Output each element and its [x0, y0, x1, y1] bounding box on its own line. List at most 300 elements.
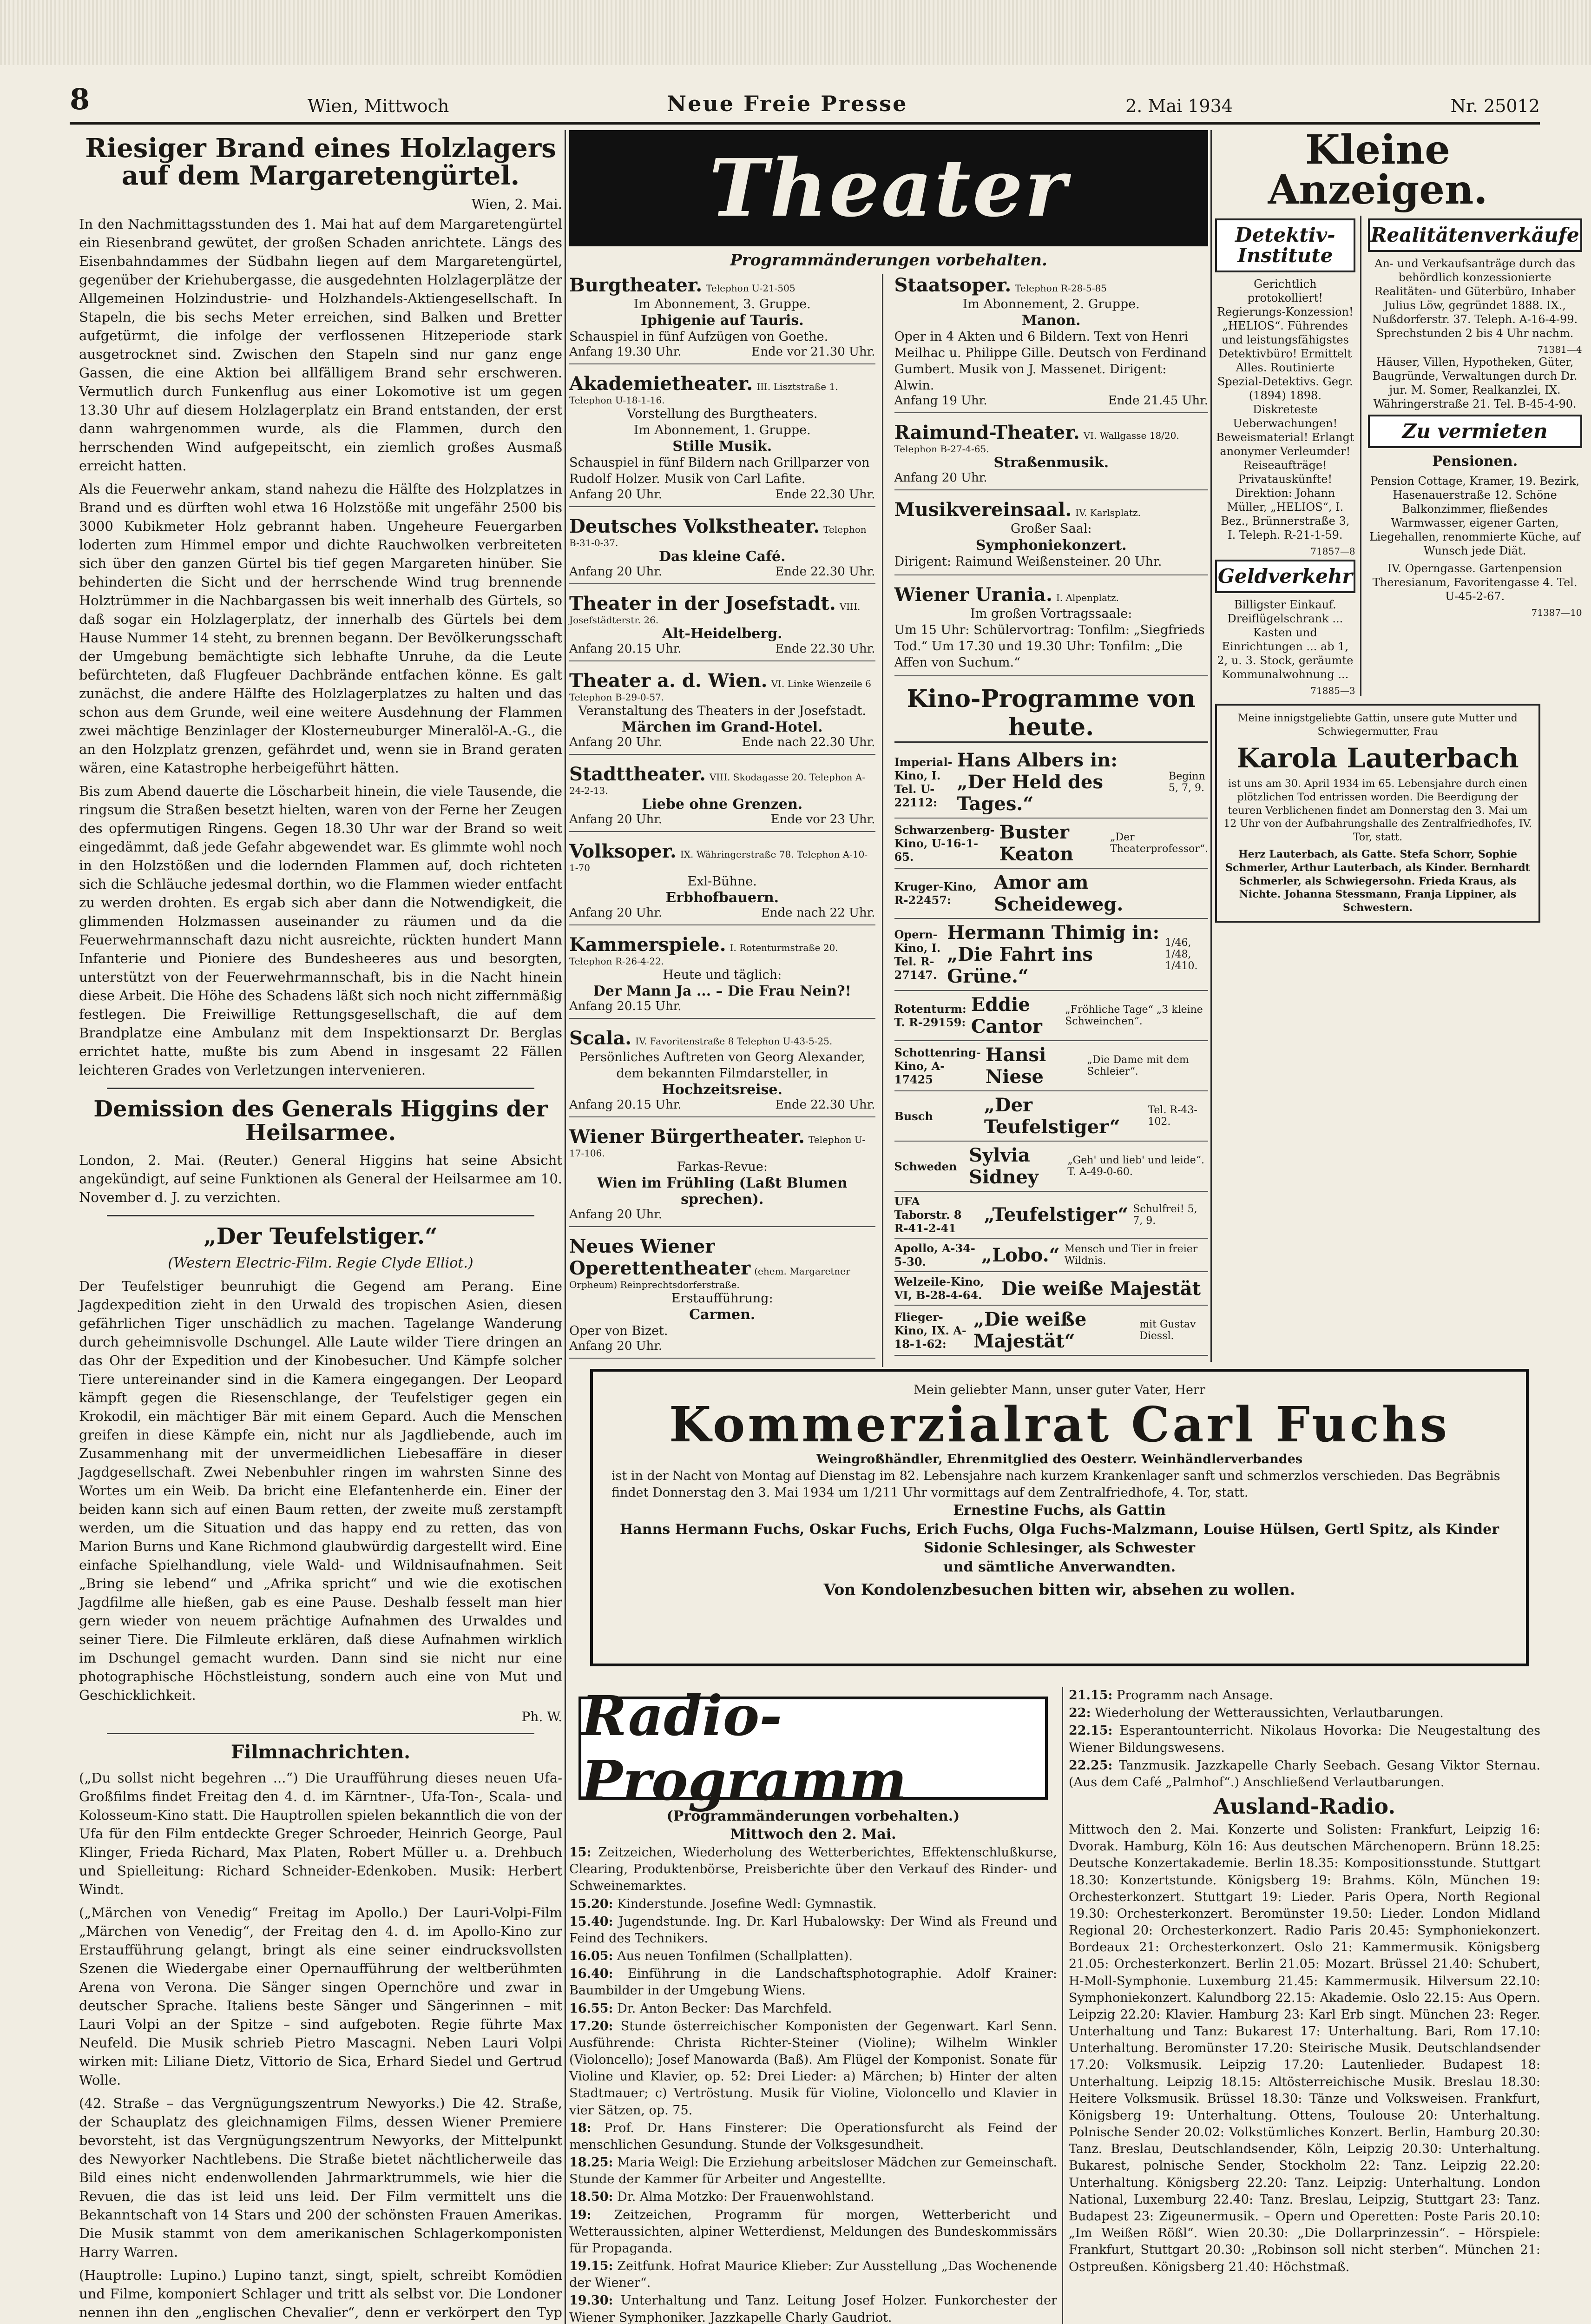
kino-name: Flieger-Kino, IX. A-18-1-62:: [894, 1310, 966, 1351]
article-higgins-text: London, 2. Mai. (Reuter.) General Higgins hat seine Absicht angekündigt, auf seine Funktionen als General der Heilsarmee am 10. November d. J. zu verzichten.: [79, 1152, 562, 1206]
radio-time: 15.20:: [569, 1896, 613, 1911]
play-times: [569, 565, 875, 579]
theater-right-column: [894, 274, 1209, 1367]
radio-item: [569, 1914, 1057, 1947]
kino-name: Kruger-Kino, R-22457:: [894, 880, 977, 907]
kino-name: Imperial-Kino, I. Tel. U-22112:: [894, 755, 953, 809]
kino-list: [894, 746, 1209, 1356]
theater-entry-header: [569, 515, 875, 548]
end-time: Ende nach 22.30 Uhr.: [742, 735, 875, 749]
start-time: Anfang 20 Uhr.: [569, 735, 663, 749]
radio-right-column: [1069, 1687, 1540, 2324]
play-times: [569, 642, 875, 656]
ad-pensions-heading: Pensionen.: [1432, 453, 1518, 470]
kino-note: „Fröhliche Tage“ „3 kleine Schweinchen“.: [1065, 1004, 1203, 1028]
start-time: Anfang 20 Uhr.: [569, 905, 663, 920]
ad-somer: Häuser, Villen, Hypotheken, Güter, Baugründe, Verwaltungen durch Dr. jur. M. Somer, Realkanzlei, IX. Währingerstraße 21. Tel. B-45-4-90.: [1372, 356, 1578, 411]
theater-entry-header: [569, 1027, 875, 1049]
theater-entry: [894, 422, 1209, 490]
play-times: [569, 488, 875, 502]
radio-text: Unterhaltung und Tanz. Leitung Josef Holzer. Funkorchester der Wiener Symphoniker. Jazzkapelle Charly Gaudriot.: [569, 2293, 1057, 2324]
theater-name: Stadttheater.: [569, 763, 706, 785]
kino-film: Eddie Cantor: [971, 994, 1042, 1038]
start-time: Anfang 20.15 Uhr.: [569, 641, 682, 656]
theater-note: Vorstellung des Burgtheaters.: [627, 407, 818, 422]
theater-address: IV. Favoritenstraße 8 Telephon U-43-5-25.: [635, 1035, 833, 1047]
theater-address: Telephon B-31-0-37.: [569, 523, 867, 548]
play-description: Dirigent: Raimund Weißensteiner. 20 Uhr.: [894, 554, 1162, 569]
end-time: Ende nach 22 Uhr.: [761, 905, 875, 920]
top-edge-damage: [0, 0, 1591, 65]
kino-row: [894, 1192, 1209, 1239]
fuchs-sister: Sidonie Schlesinger, als Schwester: [923, 1540, 1196, 1557]
theater-entry-header: [894, 274, 1209, 296]
fuchs-widow: Ernestine Fuchs, als Gattin: [953, 1502, 1166, 1519]
kino-note: Mensch und Tier in freier Wildnis.: [1064, 1243, 1198, 1267]
theater-name: Theater in der Josefstadt.: [569, 592, 836, 614]
fuchs-intro: Mein geliebter Mann, unser guter Vater, Herr: [914, 1383, 1205, 1397]
theater-entry-header: [894, 499, 1209, 521]
radio-item: [1069, 1757, 1540, 1791]
kino-note: Beginn 5, 7, 9.: [1169, 770, 1205, 794]
fuchs-children: Hanns Hermann Fuchs, Oskar Fuchs, Erich Fuchs, Olga Fuchs-Malzmann, Louise Hülsen, Gertl Spitz, als Kinder: [619, 1521, 1499, 1538]
death-notice-lauterbach: [1215, 704, 1540, 923]
theater-note: Persönliches Auftreten von Georg Alexander, dem bekannten Filmdarsteller, in: [579, 1050, 866, 1081]
kino-note: „Die Dame mit dem Schleier“.: [1087, 1054, 1189, 1078]
ad-code: 71885—3: [1310, 685, 1355, 697]
kino-film: „Die weiße Majestät“: [973, 1308, 1087, 1353]
article-teufelstiger-subtitle: (Western Electric-Film. Regie Clyde Elliot.): [168, 1254, 473, 1271]
theater-entry: [569, 1027, 875, 1117]
kino-note: Schulfrei! 5, 7, 9.: [1133, 1203, 1197, 1227]
play-times: [569, 345, 875, 359]
kino-row: [894, 1306, 1209, 1356]
death-notice-fuchs: [590, 1369, 1529, 1666]
theater-note: Farkas-Revue:: [677, 1160, 768, 1175]
radio-time: 19:: [569, 2207, 592, 2222]
divider: [107, 1088, 534, 1089]
end-time: Ende 22.30 Uhr.: [775, 487, 875, 502]
issue-date: 2. Mai 1934: [1125, 96, 1233, 116]
theater-note: Erstaufführung:: [671, 1291, 773, 1306]
radio-time: 18.25:: [569, 2155, 613, 2170]
kino-name: UFA Taborstr. 8 R-41-2-41: [894, 1195, 962, 1235]
start-time: Anfang 20 Uhr.: [569, 487, 663, 502]
theater-right-entries: [894, 274, 1209, 676]
play-times: [894, 471, 1209, 485]
radio-time: 16.55:: [569, 2001, 613, 2016]
radio-time: 22.25:: [1069, 1758, 1113, 1773]
theater-entry: [569, 934, 875, 1019]
ad-code: 71857—8: [1310, 546, 1355, 557]
ad-category-detectives: Detektiv-Institute: [1215, 218, 1355, 272]
theater-address: VIII. Skodagasse 20. Telephon A-24-2-13.: [569, 771, 865, 796]
left-column: [79, 130, 562, 2324]
radio-item: [569, 2018, 1057, 2119]
article-fire-dateline: Wien, 2. Mai.: [471, 196, 562, 212]
radio-time: 22.15:: [1069, 1723, 1113, 1738]
kino-row: [894, 1239, 1209, 1272]
ausland-radio-text: Mittwoch den 2. Mai. Konzerte und Solisten: Frankfurt, Leipzig 16: Dvorak. Hamburg, Köln 16: Aus deutschen Märchenopern. Brünn 18.25: Deutsche Konzertakademie. Berlin 18.35: Kompositionsstunde. Stuttgart 18.30: Konzertstunde. Königsberg 19: Brahms. Köln, München 19: Orchesterkonzert. Stuttgart 19: Lieder. Paris Opera, North Regional 19.30: Orchesterkonzert. Beromünster 19.50: Lieder. London Midland Regional 20: Orchesterkonzert. Radio Paris 20.45: Symphoniekonzert. Bordeaux 21: Orchesterkonzert. Oslo 21: Kammermusik. Königsberg 21.05: Orchesterkonzert. Berlin 21.05: Mozart. Brüssel 21.40: Schubert, H-Moll-Symphonie. Luxemburg 21.45: Kammermusik. Hilversum 22.10: Symphoniekonzert. Kalundborg 22.15: Akademie. Oslo 22.15: Aus Opern. Leipzig 22.20: Klavier. Hamburg 23: Karl Erb singt. München 23: Reger. Unterhaltung und Tanz: Bukarest 17: Unterhaltung. Bari, Rom 17.10: Unterhaltung. Beromünster 17.20: Steirische Musik. Deutschlandsender 17.20: Volksmusik. Leipzig 17.20: Lautenlieder. Budapest 18: Unterhaltung. Leipzig 18.15: Altösterreichische Musik. Breslau 18.30: Heitere Volksmusik. Brüssel 18.30: Tänze und Volksweisen. Frankfurt, Königsberg 19: Unterhaltung. Ottens, Toulouse 20: Unterhaltung. Polnische Sender 20.02: Volkstümliches Konzert. Berlin, Hamburg 20.30: Tanz. Breslau, Deutschlandsender, Köln, Leipzig 20.30: Unterhaltung. Bukarest, polnische Sender, Stockholm 22: Tanz. Leipzig 22.20: Unterhaltung. Königsberg 22.20: Tanz. Leipzig: Unterhaltung. London National, Luxemburg 22.40: Tanz. Breslau, Leipzig, Stuttgart 23: Tanz. Budapest 23: Zigeunermusik. – Opern und Operetten: Poste Paris 20.10: „Im Weißen Rößl“. Wien 20.30: „Die Dollarprinzessin“. – Hörspiele: Frankfurt, Stuttgart 20.30: „Robinson soll nicht sterben“. München 21: Ostpreußen. Königsberg 21.40: Höchstmaß.: [1069, 1822, 1540, 2274]
radio-day: Mittwoch den 2. Mai.: [730, 1826, 896, 1842]
theater-address: IV. Karlsplatz.: [1075, 507, 1141, 519]
theater-entry-header: [894, 422, 1209, 455]
theater-name: Deutsches Volkstheater.: [569, 515, 820, 537]
play-title: Der Mann Ja ... – Die Frau Nein?!: [593, 983, 851, 999]
theater-note: Veranstaltung des Theaters in der Josefstadt.: [578, 703, 866, 718]
theater-entry: [569, 840, 875, 925]
theater-note: Im Abonnement, 1. Gruppe.: [633, 423, 811, 438]
radio-time: 17.20:: [569, 2019, 613, 2034]
theater-address: Telephon R-28-5-85: [1015, 283, 1107, 294]
kino-film: „Der Teufelstiger“: [984, 1094, 1120, 1138]
ad-pension-cottage: Pension Cottage, Kramer, 19. Bezirk, Hasenauerstraße 12. Schöne Balkonzimmer, fließendes Warmwasser, eigener Garten, Liegehallen, renommierte Küche, auf Wunsch jede Diät.: [1369, 474, 1580, 557]
theater-note: Großer Saal:: [1010, 522, 1092, 536]
notice-text: ist uns am 30. April 1934 im 65. Lebensjahre durch einen plötzlichen Tod entrissen worden. Die Beerdigung der teuren Verblichenen findet am Donnerstag den 3. Mai um 12 Uhr von der Aufbahrungshalle des Zentralfriedhofes, IV. Tor, statt.: [1223, 778, 1532, 843]
theater-note: Im Abonnement, 2. Gruppe.: [962, 297, 1140, 311]
kino-name: Schweden: [894, 1159, 957, 1173]
play-title: Carmen.: [689, 1307, 756, 1323]
kino-note: „Geh' und lieb' und leide“. T. A-49-0-60.: [1067, 1155, 1204, 1178]
theater-address: VIII. Josefstädterstr. 26.: [569, 601, 861, 626]
radio-item: [569, 1948, 1057, 1965]
radio-item: [569, 2207, 1057, 2258]
play-title: Erbhofbauern.: [665, 889, 779, 906]
theater-name: Wiener Bürgertheater.: [569, 1126, 805, 1148]
kino-film: Buster Keaton: [999, 821, 1074, 865]
radio-time: 15.40:: [569, 1914, 613, 1929]
theater-entry-header: [569, 670, 875, 703]
kino-row: [894, 1091, 1209, 1142]
theater-entry-header: [569, 840, 875, 873]
fuchs-text: ist in der Nacht von Montag auf Dienstag im 82. Lebensjahre nach kurzem Krankenlager sanft und schmerzlos verschieden. Das Begräbnis findet Donnerstag den 3. Mai 1934 um 1/211 Uhr vormittags auf dem Zentralfriedhofe, 4. Tor, statt.: [611, 1468, 1500, 1500]
theater-entry-header: [569, 1235, 875, 1290]
kino-film: Sylvia Sidney: [969, 1144, 1039, 1188]
radio-time: 22:: [1069, 1706, 1091, 1721]
start-time: Anfang 20 Uhr.: [569, 1339, 663, 1353]
theater-entry: [569, 1235, 875, 1359]
play-title: Das kleine Café.: [658, 548, 786, 565]
theater-address: VI. Linke Wienzeile 6 Telephon B-29-0-57.: [569, 678, 871, 703]
play-description: Schauspiel in fünf Aufzügen von Goethe.: [569, 330, 828, 344]
small-ads-left-column: [1215, 216, 1361, 696]
start-time: Anfang 20 Uhr.: [569, 564, 663, 579]
theater-entry-header: [569, 274, 875, 296]
kino-film: Die weiße Majestät: [1001, 1277, 1201, 1300]
start-time: Anfang 19.30 Uhr.: [569, 345, 682, 359]
play-times: [569, 906, 875, 920]
play-title: Straßenmusik.: [993, 455, 1109, 471]
kino-row: [894, 1142, 1209, 1192]
small-ads-grid: [1215, 216, 1582, 697]
radio-text: Aus neuen Tonfilmen (Schallplatten).: [617, 1949, 853, 1964]
film-news-paragraph: (Hauptrolle: Lupino.) Lupino tanzt, singt, spielt, schreibt Komödien und Filme, komponiert Schlager und tritt als selbst vor. Die Londoner nennen ihn den „englischen Chevalier“, denn er verkörpert den Typ: [79, 2267, 562, 2321]
kino-note: „Der Theaterprofessor“.: [1110, 832, 1209, 855]
theater-entry: [569, 1126, 875, 1227]
article-fire-paragraph: Als die Feuerwehr ankam, stand nahezu die Hälfte des Holzplatzes in Brand und es dürften wohl etwa 16 Holzstöße mit ungefähr 2500 bis 3000 Kubikmeter Holz gebrannt haben. Ungeheure Feuergarben loderten zum Himmel empor und dichte Rauchwolken verbreiteten sich über den ganzen Gürtel bis tief gegen Margareten hinüber. Sie behinderten die Sicht und der herrschende Wind trug brennende Holztrümmer in die Nachbargassen bis weit innerhalb des Gürtels, so daß sogar ein Holzlagerplatz, der innerhalb des Gürtels bei dem Hause Nummer 14 steht, zu brennen begann. Der Bevölkerungsschaft der Umgebung bemächtigte sich lebhafte Unruhe, da die Leute befürchteten, daß Flugfeuer Dachbrände entfachen könne. Es galt zunächst, die andere Hälfte des Holzlagerplatzes zu halten und das schon aus dem Grunde, weil eine weitere Ausdehnung der Flammen zwei mächtige Benzinlager der Klosterneuburger Mineralöl-A.-G., die an den Holzplatz grenzen, gefährdet und, wenn sie in Brand geraten wären, eine Katastrophe herbeigeführt hätten.: [79, 481, 562, 776]
radio-item: [569, 2189, 1057, 2205]
theater-entry-header: [569, 934, 875, 967]
theater-entry: [894, 584, 1209, 676]
kino-row: [894, 1272, 1209, 1306]
column-rule: [1062, 1687, 1063, 2324]
kino-row: [894, 1041, 1209, 1091]
theater-name: Raimund-Theater.: [894, 422, 1080, 444]
place-weekday: Wien, Mittwoch: [307, 96, 449, 116]
divider: [107, 1733, 534, 1734]
film-news-paragraph: (42. Straße – das Vergnügungszentrum Newyorks.) Die 42. Straße, der Schauplatz des gleichnamigen Films, dessen Wiener Premiere bevorsteht, ist das Vergnügungszentrum Newyorks, der Mittelpunkt des Newyorker Nachtlebens. Die Straße bietet nächtlicherweile das Bild eines nicht endenwollenden Jahrmarktrummels, wie hier die Revuen, die das ist leid uns leid. Der Film vermittelt uns die Bekanntschaft von 14 Stars und 200 der schönsten Frauen Amerikas. Die Musik stammt von dem amerikanischen Schlagerkomponisten Harry Warren.: [79, 2095, 562, 2260]
play-title: Märchen im Grand-Hotel.: [621, 719, 823, 735]
theater-name: Wiener Urania.: [894, 583, 1052, 606]
theater-note: Im großen Vortragssaale:: [970, 606, 1132, 621]
kino-row: [894, 919, 1209, 991]
theater-entry-header: [569, 593, 875, 626]
fuchs-closing: Von Kondolenzbesuchen bitten wir, absehen zu wollen.: [823, 1580, 1295, 1599]
theater-note: Heute und täglich:: [663, 967, 782, 982]
play-times: [569, 1339, 875, 1353]
theater-name: Musikvereinsaal.: [894, 499, 1072, 521]
radio-text: Dr. Alma Motzko: Der Frauenwohlstand.: [617, 2190, 874, 2205]
radio-item: [1069, 1705, 1540, 1722]
notice-intro: Meine innigstgeliebte Gattin, unsere gute Mutter und Schwiegermutter, Frau: [1238, 713, 1518, 738]
column-rule: [565, 130, 566, 2324]
kino-name: Welzeile-Kino, VI, B-28-4-64.: [894, 1275, 985, 1302]
kino-film: Hans Albers in: „Der Held des Tages.“: [957, 749, 1118, 815]
play-title: Symphoniekonzert.: [975, 537, 1127, 554]
play-description: Schauspiel in fünf Bildern nach Grillparzer von Rudolf Holzer. Musik von Carl Lafite.: [569, 456, 870, 487]
radio-item: [569, 2120, 1057, 2153]
play-title: Manon.: [1021, 312, 1081, 329]
theater-address: I. Rotenturmstraße 20. Telephon R-26-4-22.: [569, 942, 838, 967]
kino-row: [894, 819, 1209, 869]
theater-entry: [569, 670, 875, 755]
theater-entry: [894, 274, 1209, 413]
theater-entry-header: [569, 373, 875, 406]
theater-subtitle: Programmänderungen vorbehalten.: [730, 251, 1047, 270]
fuchs-relatives: und sämtliche Anverwandten.: [943, 1558, 1176, 1575]
radio-left-column: [569, 1684, 1058, 2324]
play-times: [569, 1098, 875, 1112]
theater-address: VI. Wallgasse 18/20. Telephon B-27-4-65.: [894, 430, 1179, 455]
end-time: Ende 21.45 Uhr.: [1108, 394, 1208, 408]
play-title: Alt-Heidelberg.: [662, 625, 782, 642]
theater-address: I. Alpenplatz.: [1056, 592, 1119, 603]
radio-program-list: [569, 1844, 1057, 2324]
page-number: 8: [70, 82, 90, 116]
start-time: Anfang 19 Uhr.: [894, 394, 987, 408]
play-times: [894, 394, 1209, 408]
theater-name: Theater a. d. Wien.: [569, 669, 768, 692]
end-time: Ende vor 23 Uhr.: [770, 812, 875, 826]
radio-text: Dr. Anton Becker: Das Marchfeld.: [617, 2001, 832, 2016]
article-film-news-title: Filmnachrichten.: [230, 1741, 411, 1763]
ad-code: 71387—10: [1531, 607, 1582, 618]
radio-text: Prof. Dr. Hans Finsterer: Die Operationsfurcht als Feind der menschlichen Gesundung. Stunde der Volksgesundheit.: [569, 2120, 1058, 2152]
theater-name: Scala.: [569, 1027, 632, 1049]
kino-film: Hermann Thimig in: „Die Fahrt ins Grüne.“: [947, 922, 1160, 988]
radio-item: [569, 1896, 1057, 1913]
ad-code: 71381—4: [1537, 344, 1582, 356]
radio-banner: Radio-Programm: [579, 1697, 1048, 1800]
theater-entry-header: [894, 584, 1209, 606]
radio-text: Wiederholung der Wetteraussichten, Verlautbarungen.: [1095, 1706, 1444, 1721]
film-news-paragraph: („Märchen von Venedig“ Freitag im Apollo.) Der Lauri-Volpi-Film „Märchen von Venedig“, der Freitag den 4. d. im Apollo-Kino zur Erstaufführung gelangt, bringt als eine seiner eindrucksvollsten Szenen die Wiedergabe einer Opernaufführung der weltberühmten Arena von Verona. Die Sänger singen Opernchöre und zwar in deutscher Sprache. Italiens beste Sänger und Sängerinnen – mit Lauri Volpi an der Spitze – sind aufgeboten. Regie führte Max Neufeld. Die Musik schrieb Pietro Mascagni. Neben Lauri Volpi wirken mit: Liliane Dietz, Vittorio de Sica, Erhard Siedel und Gertrud Wolle.: [79, 1905, 562, 2088]
play-title: Wien im Frühling (Laßt Blumen sprechen).: [597, 1175, 848, 1208]
radio-item: [1069, 1687, 1540, 1704]
radio-time: 16.40:: [569, 1967, 613, 1981]
article-teufelstiger-author: Ph. W.: [521, 1709, 562, 1724]
column-rule: [1210, 130, 1212, 1362]
theater-name: Burgtheater.: [569, 274, 703, 296]
start-time: Anfang 20.15 Uhr.: [569, 1098, 682, 1112]
radio-text: Maria Weigl: Die Erziehung arbeitsloser Mädchen zur Gemeinschaft. Stunde der Kammer für Arbeiter und Angestellte.: [569, 2155, 1057, 2187]
kino-note: 1/46, 1/48, 1/410.: [1165, 937, 1198, 972]
play-description: Oper in 4 Akten und 6 Bildern. Text von Henri Meilhac u. Philippe Gille. Deutsch von Ferdinand Gumbert. Musik von J. Massenet. Dirigent: Alwin.: [894, 330, 1207, 393]
play-title: Iphigenie auf Tauris.: [640, 312, 804, 329]
end-time: Ende vor 21.30 Uhr.: [751, 345, 875, 359]
kino-row: [894, 869, 1209, 919]
theater-address: III. Lisztstraße 1. Telephon U-18-1-16.: [569, 381, 838, 406]
radio-text: Stunde österreichischer Komponisten der Gegenwart. Karl Senn. Ausführende: Christa Richter-Steiner (Violine); Wilhelm Winkler (Violoncello); Josef Manowarda (Baß). Am Flügel der Komponist. Sonate für Violine und Klavier, op. 52: Drei Lieder: a) Märchen; b) Hinter der alten Stadtmauer; c) Vertröstung. Musik für Violine, Violoncello und Klavier in vier Sätzen, op. 75.: [569, 2019, 1057, 2118]
kino-name: Schwarzenberg-Kino, U-16-1-65.: [894, 823, 995, 864]
radio-time: 16.05:: [569, 1949, 613, 1964]
theater-left-column: [569, 274, 883, 1367]
ad-category-real-estate: Realitätenverkäufe: [1368, 218, 1582, 252]
kino-name: Apollo, A-34-5-30.: [894, 1241, 975, 1269]
end-time: Ende 22.30 Uhr.: [775, 1098, 875, 1112]
play-title: Hochzeitsreise.: [662, 1082, 782, 1098]
end-time: Ende 22.30 Uhr.: [775, 564, 875, 579]
radio-text: Kinderstunde. Josefine Wedl: Gymnastik.: [617, 1896, 877, 1911]
radio-time: 18:: [569, 2120, 592, 2135]
notice-name: Karola Lauterbach: [1236, 742, 1519, 774]
kino-row: [894, 991, 1209, 1041]
small-ads-right-column: [1368, 216, 1582, 696]
radio-time: 18.50:: [569, 2190, 613, 2205]
ausland-radio-title: Ausland-Radio.: [1213, 1794, 1396, 1819]
end-time: Ende 22.30 Uhr.: [775, 641, 875, 656]
kino-row: [894, 746, 1209, 819]
theater-entry: [569, 593, 875, 661]
play-times: [569, 1208, 875, 1221]
theater-note: Im Abonnement, 3. Gruppe.: [633, 297, 811, 311]
kino-name: Busch: [894, 1109, 933, 1123]
kino-film: „Teufelstiger“: [984, 1204, 1129, 1226]
article-fire-title: Riesiger Brand eines Holzlagers auf dem Margaretengürtel.: [85, 133, 556, 191]
kino-name: Opern-Kino, I. Tel. R-27147.: [894, 927, 941, 982]
radio-time: 15:: [569, 1845, 592, 1860]
article-fire-paragraph: In den Nachmittagsstunden des 1. Mai hat auf dem Margaretengürtel ein Riesenbrand gewütet, der großen Schaden anrichtete. Längs des Eisenbahndammes der Südbahn liegen auf dem Margaretengürtel, gegenüber der Kriehubergasse, die ausgedehnten Holzlagerplätze der Allgemeinen Holzindustrie- und Holzhandels-Aktiengesellschaft. In Stapeln, die bis sechs Meter erreichen, sind Balken und Bretter aufgetürmt, die infolge der verflossenen Hitzeperiode stark ausgetrocknet sind. Zwischen den Stapeln sind nur ganz enge Gassen, die eine Aktion bei allfälligem Brand sehr erschweren. Vermutlich durch Funkenflug aus einer Lokomotive ist um gegen 13.30 Uhr auf diesem Holzlagerplatz ein Brand entstanden, der erst dann wahrgenommen wurde, als die Flammen, durch den herrschenden Wind aufgepeitscht, ein ziemlich großes Ausmaß erreicht hatten.: [79, 216, 562, 474]
issue-number: Nr. 25012: [1450, 96, 1540, 116]
theater-address: Telephon U-21-505: [706, 283, 796, 294]
radio-item: [569, 2154, 1057, 2188]
radio-item: [1069, 1723, 1540, 1756]
radio-text: Tanzmusik. Jazzkapelle Charly Seebach. Gesang Viktor Sternau. (Aus dem Café „Palmhof“.) Anschließend Verlautbarungen.: [1069, 1758, 1540, 1789]
start-time: Anfang 20 Uhr.: [569, 1208, 663, 1222]
kino-name: Rotenturm: T. R-29159:: [894, 1002, 966, 1030]
divider: [107, 1215, 534, 1216]
ad-theresianum: IV. Operngasse. Gartenpension Theresianum, Favoritengasse 4. Tel. U-45-2-67.: [1372, 561, 1578, 603]
radio-text: Einführung in die Landschaftsphotographie. Adolf Krainer: Baumbilder in der Umgebung Wiens.: [569, 1967, 1057, 1998]
theater-entry: [569, 763, 875, 832]
ad-category-rent: Zu vermieten: [1368, 415, 1582, 448]
play-title: Liebe ohne Grenzen.: [642, 796, 803, 812]
theater-banner: Theater: [569, 130, 1208, 246]
radio-time: 21.15:: [1069, 1688, 1113, 1703]
article-teufelstiger-text: Der Teufelstiger beunruhigt die Gegend am Perang. Eine Jagdexpedition zieht in den Urwald des tropischen Asien, diesen gefährlichen Tiger unschädlich zu machen. Tagelange Wanderung durch geheimnisvolle Dschungel. Alle Laute wilder Tiere dringen an das Ohr der Expedition und der Kinobesucher. Und Kämpfe solcher Tiere untereinander sind in die Kamera eingegangen. Der Leopard kämpft gegen die Riesenschlange, der Teufelstiger gegen ein Krokodil, ein mächtiger Bär mit einem Gepard. Auch die Menschen greifen in diese Kämpfe ein, nicht nur als Jagdliebende, auch im Zusammenhang mit der unvermeidlichen Liebesaffäre in dieser Jagdgesellschaft. Zwei Nebenbuhler ringen im wahrsten Sinne des Wortes um ein Weib. Da bricht eine Elefantenherde ein. Einer der beiden kann sich auf einen Baum retten, der zweite muß zerstampft werden, um die Situation und das happy end zu retten, das von Marion Burns und Kane Richmond glaubwürdig dargestellt wird. Eine einfache Spielhandlung, viele Wald- und Wildnisaufnahmen. Seit „Bring sie lebend“ und „Afrika spricht“ und wie die exotischen Jagdfilme alle hießen, gab es eine Pause. Deshalb fesselt man hier gern wieder von neuem prächtige Aufnahmen des Urwaldes und seiner Tiere. Die Filmleute erklären, daß diese Aufnahmen wirklich im Dschungel gemacht wurden. Dann sind sie nicht nur eine photographische Höchstleistung, sondern auch eine von Mut und Geschicklichkeit.: [79, 1278, 562, 1703]
theater-name: Staatsoper.: [894, 274, 1012, 296]
theater-address: (ehem. Margaretner Orpheum) Reinprechtsdorferstraße.: [569, 1266, 850, 1291]
masthead-title: Neue Freie Presse: [667, 91, 908, 116]
theater-entry-header: [569, 763, 875, 796]
kino-film: „Lobo.“: [981, 1244, 1060, 1266]
play-description: Oper von Bizet.: [569, 1324, 668, 1339]
radio-item: [569, 2292, 1057, 2324]
ad-helios: Gerichtlich protokolliert! Regierungs-Konzession! „HELIOS“. Führendes und leistungsfähigstes Detektivbüro! Ermittelt Alles. Routinierte Spezial-Detektivs. Gegr. (1894) 1898. Diskreteste Ueberwachungen! Beweismaterial! Erlangt anonymer Verleumder! Reiseaufträge! Privatauskünfte! Direktion: Johann Müller, „HELIOS“, I. Bez., Brünnerstraße 3, I. Teleph. R-21-1-59.: [1216, 277, 1354, 542]
radio-text: Esperantounterricht. Nikolaus Hovorka: Die Neugestaltung des Wiener Bildungswesens.: [1069, 1723, 1540, 1755]
theater-name: Volksoper.: [569, 840, 677, 862]
play-times: [569, 812, 875, 826]
theater-section: [569, 130, 1208, 1362]
radio-time: 19.15:: [569, 2259, 613, 2274]
theater-listings: [569, 274, 1208, 1367]
start-time: Anfang 20 Uhr.: [894, 471, 987, 485]
kino-film: Hansi Niese: [985, 1044, 1046, 1088]
theater-name: Neues Wiener Operettentheater: [569, 1235, 751, 1280]
kino-note: Tel. R-43-102.: [1148, 1104, 1197, 1128]
article-fire-paragraph: Bis zum Abend dauerte die Löscharbeit hinein, die viele Tausende, die ringsum die Straßen besetzt hielten, waren von der Ferne her Zeugen des opfermutigen Ringens. Gegen 18.30 Uhr war der Brand so weit eingedämmt, daß jede Gefahr abgewendet war. Es glimmte wohl noch in den Holzstößen und die lodernden Flammen auf, doch richteten sich die Schläuche jedesmal dorthin, wo die Flammen wieder entfacht zu werden drohten. Es ergab sich aber dann die Notwendigkeit, die glimmenden Holzmassen auseinander zu räumen und da die Feuerwehrmannschaft dazu nicht ausreichte, rückten hundert Mann Infanterie und Pioniere des Bundesheeres aus und besorgten, unterstützt von der Feuerwehrmannschaft, bis in die Nacht hinein diese Arbeit. Die Höhe des Schadens läßt sich noch nicht ziffernmäßig festlegen. Die Freiwillige Rettungsgesellschaft, die auf dem Brandplatze eine Ambulanz mit dem Inspektionsarzt Dr. Berglas errichtet hatte, mußte bis zum Abend in insgesamt 22 Fällen leichteren Grades von Verletzungen intervenieren.: [79, 783, 562, 1078]
kino-film: Amor am Scheideweg.: [994, 872, 1124, 916]
notice-family: Herz Lauterbach, als Gatte. Stefa Schorr, Sophie Schmerler, Arthur Lauterbach, als Kinder. Bernhardt Schmerler, als Schwiegersohn. Frieda Kraus, als Nichte. Johanna Stessmann, Franja Lippiner, als Schwestern.: [1225, 848, 1530, 914]
fuchs-name: Kommerzialrat Carl Fuchs: [669, 1396, 1450, 1453]
radio-text: Jugendstunde. Ing. Dr. Karl Hubalowsky: Der Wind als Freund und Feind des Technikers.: [569, 1914, 1057, 1946]
theater-entry: [569, 274, 875, 364]
theater-name: Kammerspiele.: [569, 933, 726, 956]
start-time: Anfang 20 Uhr.: [569, 812, 663, 826]
kino-note: mit Gustav Diessl.: [1139, 1319, 1196, 1342]
theater-entry-header: [569, 1126, 875, 1159]
radio-note: (Programmänderungen vorbehalten.): [666, 1808, 960, 1824]
radio-text: Zeitzeichen, Wiederholung des Wetterberichtes, Effektenschlußkurse, Clearing, Produktenbörse, Preisberichte über den Verkauf des Rinder- und Schweinemarktes.: [569, 1845, 1057, 1894]
radio-text: Zeitfunk. Hofrat Maurice Klieber: Zur Ausstellung „Das Wochenende der Wiener“.: [569, 2259, 1057, 2291]
theater-entry: [894, 499, 1209, 575]
radio-item: [569, 2000, 1057, 2017]
small-ads-title: Kleine Anzeigen.: [1268, 126, 1488, 213]
kino-name: Schottenring-Kino, A-17425: [894, 1045, 981, 1086]
film-news-paragraph: („Du sollst nicht begehren ...“) Die Uraufführung dieses neuen Ufa-Großfilms findet Freitag den 4. d. im Kärntner-, Ufa-Ton-, Scala- und Kolosseum-Kino statt. Die Hauptrollen spielen bekanntlich die von der Ufa für den Film entdeckte Greger Schroeder, Heinrich George, Paul Klinger, Frieda Richard, Max Platen, Robert Müller u. a. Drehbuch und Spielleitung: Richard Schneider-Edenkoben. Musik: Herbert Windt.: [79, 1769, 562, 1897]
radio-time: 19.30:: [569, 2293, 613, 2308]
radio-item: [569, 2258, 1057, 2291]
theater-entry: [569, 515, 875, 584]
radio-item: [569, 1966, 1057, 1999]
ad-julius-loew: An- und Verkaufsanträge durch das behördlich konzessionierte Realitäten- und Güterbüro, Inhaber Julius Löw, gegründet 1888. IX., Nußdorferstr. 37. Teleph. A-16-4-99. Sprechstunden 2 bis 4 Uhr nachm.: [1372, 257, 1578, 340]
radio-text: Zeitzeichen, Programm für morgen, Wetterbericht und Wetteraussichten, alpiner Wetterdienst, Meldungen des Bundeskommissärs für Propaganda.: [569, 2207, 1057, 2256]
article-higgins-title: Demission des Generals Higgins der Heilsarmee.: [93, 1096, 548, 1146]
play-times: [569, 735, 875, 749]
small-ads-section: [1215, 126, 1582, 1362]
play-times: [569, 999, 875, 1013]
article-teufelstiger-title: „Der Teufelstiger.“: [204, 1223, 438, 1250]
play-title: Stille Musik.: [672, 438, 772, 455]
start-time: Anfang 20.15 Uhr.: [569, 999, 682, 1013]
ad-category-money: Geldverkehr: [1215, 560, 1355, 593]
ad-billigster-einkauf: Billigster Einkauf. Dreiflügelschrank ... Kasten und Einrichtungen ... ab 1, 2, u. 3. Stock, geräumte Kommunalwohnung ...: [1217, 598, 1354, 681]
fuchs-role: Weingroßhändler, Ehrenmitglied des Oesterr. Weinhändlerverbandes: [816, 1452, 1303, 1467]
radio-section: [569, 1684, 1540, 2324]
theater-address: IX. Währingerstraße 78. Telephon A-10-1-70: [569, 848, 868, 873]
radio-text: Programm nach Ansage.: [1117, 1688, 1273, 1703]
theater-entry: [569, 373, 875, 507]
